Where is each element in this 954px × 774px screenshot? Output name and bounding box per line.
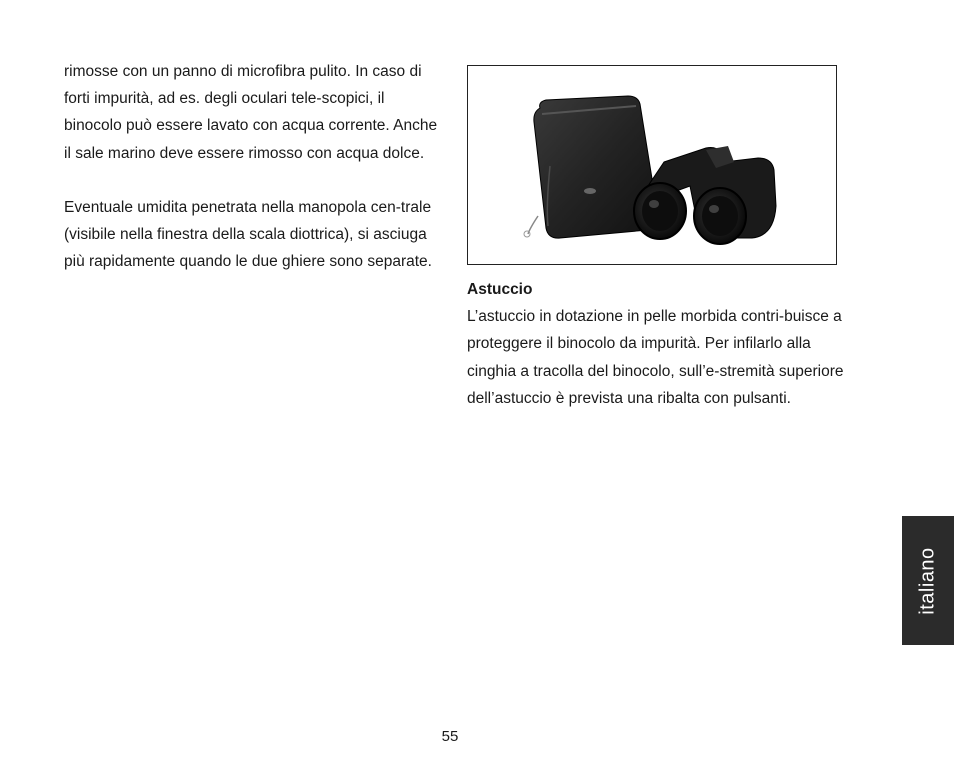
right-text-column <box>467 276 847 412</box>
paragraph-humidity: Eventuale umidita penetrata nella manopola cen-trale (visibile nella finestra della scala diottrica), si asciuga più rapidamente quando le due ghiere sono separate. <box>64 199 432 271</box>
section-heading: Astuccio <box>467 281 533 298</box>
paragraph-cleaning: rimosse con un panno di microfibra pulito. In caso di forti impurità, ad es. degli oculari tele-scopici, il binocolo può essere lavato con acqua corrente. Anche il sale marino deve essere rimosso con acqua dolce. <box>64 63 438 162</box>
page-number: 55 <box>441 728 459 745</box>
case-and-binocular-illustration <box>468 66 836 264</box>
case-and-binocular-photo <box>467 65 837 265</box>
language-tab-label: italiano <box>916 546 939 615</box>
language-tab <box>902 516 954 645</box>
left-text-column <box>64 58 444 276</box>
paragraph-case: L’astuccio in dotazione in pelle morbida contri-buisce a proteggere il binocolo da impurità. Per infilarlo alla cinghia a tracolla del binocolo, sull’e-stremità superiore dell’astuccio è prevista una ribalta con pulsanti. <box>467 308 844 407</box>
